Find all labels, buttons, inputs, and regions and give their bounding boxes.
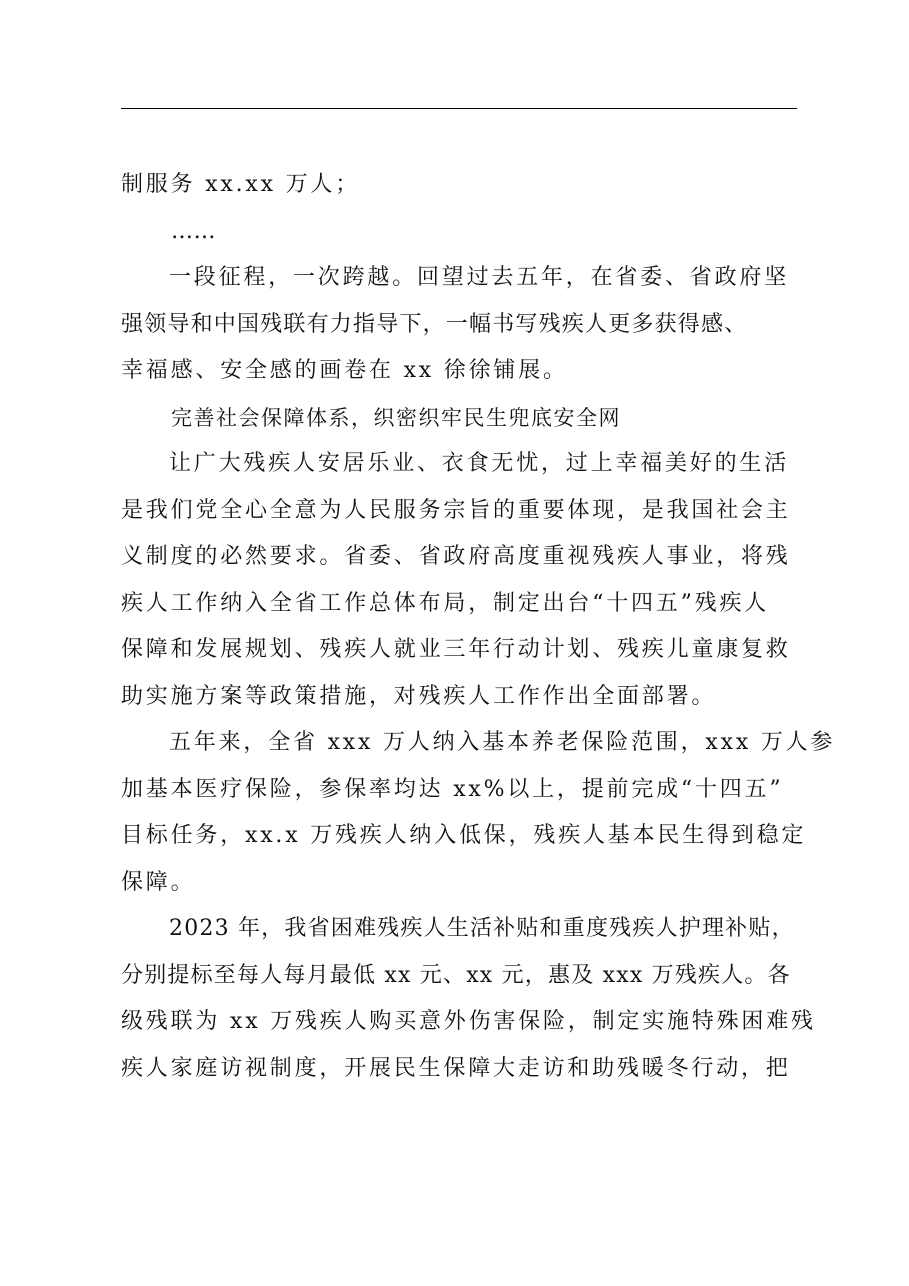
document-body xyxy=(121,162,836,1092)
text-line: 保障和发展规划、残疾人就业三年行动计划、残疾儿童康复救 xyxy=(121,637,791,662)
text-line: 分别提标至每人每月最低 xx 元、xx 元，惠及 xxx 万残疾人。各 xyxy=(121,962,791,988)
text-line: 义制度的必然要求。省委、省政府高度重视残疾人事业，将残 xyxy=(121,544,791,569)
paragraph-first-line: 五年来，全省 xxx 万人纳入基本养老保险范围，xxx 万人参 xyxy=(169,730,836,755)
text-line: 强领导和中国残联有力指导下，一幅书写残疾人更多获得感、 xyxy=(121,311,748,337)
text-line: 保障。 xyxy=(121,869,196,895)
text-line: 级残联为 xx 万残疾人购买意外伤害保险，制定实施特殊困难残 xyxy=(121,1009,816,1034)
text-line: 疾人家庭访视制度，开展民生保障大走访和助残暖冬行动，把 xyxy=(121,1055,791,1081)
paragraph-first-line: 2023 年，我省困难残疾人生活补贴和重度残疾人护理补贴， xyxy=(169,916,795,941)
ellipsis-line: …… xyxy=(171,218,216,244)
section-heading: 完善社会保障体系，织密织牢民生兜底安全网 xyxy=(171,405,621,430)
text-line: 制服务 xx.xx 万人； xyxy=(121,172,361,197)
paragraph-first-line: 一段征程，一次跨越。回望过去五年，在省委、省政府坚 xyxy=(169,265,790,290)
text-line: 助实施方案等政策措施，对残疾人工作作出全面部署。 xyxy=(121,683,717,709)
header-rule xyxy=(121,108,797,109)
text-line: 幸福感、安全感的画卷在 xx 徐徐铺展。 xyxy=(121,358,568,383)
text-line: 加基本医疗保险，参保率均达 xx%以上，提前完成“十四五” xyxy=(121,776,784,802)
text-line: 目标任务，xx.x 万残疾人纳入低保，残疾人基本民生得到稳定 xyxy=(121,823,807,848)
paragraph-first-line: 让广大残疾人安居乐业、衣食无忧，过上幸福美好的生活 xyxy=(169,451,790,476)
text-line: 是我们党全心全意为人民服务宗旨的重要体现，是我国社会主 xyxy=(121,497,791,523)
text-line: 疾人工作纳入全省工作总体布局，制定出台“十四五”残疾人 xyxy=(121,590,770,616)
